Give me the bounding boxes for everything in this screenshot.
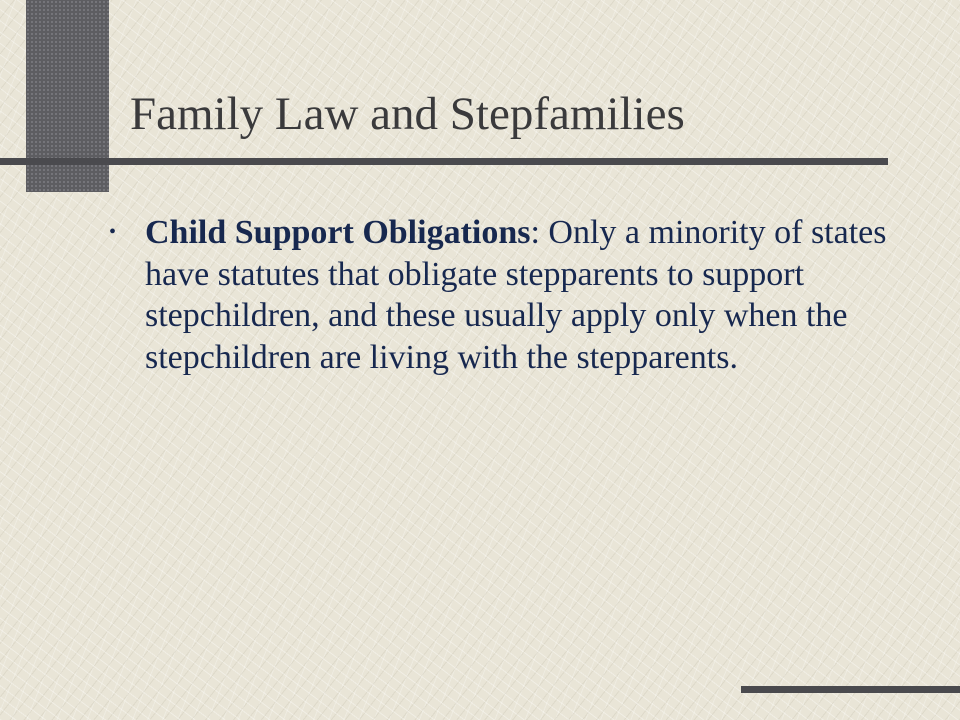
corner-decorative-rule xyxy=(741,686,960,693)
bullet-list xyxy=(106,212,906,378)
bullet-dot-icon: • xyxy=(109,221,117,243)
title-underline-rule xyxy=(0,158,888,165)
bullet-term: Child Support Obligations xyxy=(145,214,531,251)
bullet-text: : Only a minority of states have statutes that obligate stepparents to support stepchildren, and these usually apply only when the stepchildren are living with the stepparents. xyxy=(145,214,887,376)
bullet-item xyxy=(106,212,906,378)
slide-title: Family Law and Stepfamilies xyxy=(130,88,685,140)
